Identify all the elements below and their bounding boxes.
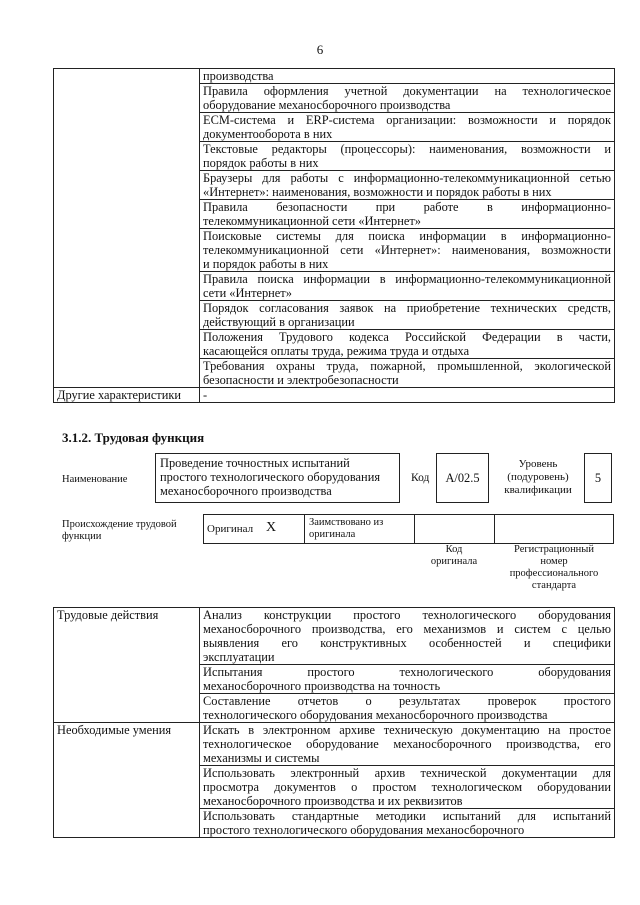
row-line: производства <box>203 69 274 83</box>
borrowed-label-line: Заимствовано из <box>309 517 384 528</box>
function-name-line: простого технологического оборудования <box>160 470 381 484</box>
row-line: Составление отчетов о результатах проверок простого <box>203 694 611 708</box>
caption-line: оригинала <box>430 556 478 567</box>
origin-label-line: функции <box>62 531 102 542</box>
function-code-box: А/02.5 <box>436 453 489 503</box>
row-line: и порядок работы в них <box>203 257 329 271</box>
row-content <box>200 809 615 838</box>
row-line: «Интернет»: наименования, возможности и порядок работы в них <box>203 185 552 199</box>
row-line: Использовать стандартные методики испытаний для испытаний <box>203 809 611 823</box>
row-line: Искать в электронном архиве техническую документацию на простое <box>203 723 611 737</box>
row-line: эксплуатации <box>203 650 275 664</box>
page-number: 6 <box>316 42 324 57</box>
actions-skills-table <box>53 607 615 838</box>
row-content <box>200 359 615 388</box>
row-content <box>200 229 615 272</box>
row-content <box>200 694 615 723</box>
level-label-line: Уровень <box>518 458 558 470</box>
row-content <box>200 766 615 809</box>
row-line: простого технологического оборудования механосборочного <box>203 823 525 837</box>
row-content <box>200 69 615 84</box>
row-line: безопасности и электробезопасности <box>203 373 399 387</box>
qualification-level-box: 5 <box>584 453 612 503</box>
row-line: технологическое оборудование механосборочного производства, его <box>203 737 611 751</box>
row-content <box>200 113 615 142</box>
level-label-line: квалификации <box>504 484 572 496</box>
divider <box>304 514 305 544</box>
row-line: телекоммуникационной сети «Интернет» <box>203 214 421 228</box>
row-content <box>200 171 615 200</box>
row-content <box>200 301 615 330</box>
row-line: механизмы и системы <box>203 751 320 765</box>
row-label: Трудовые действия <box>54 608 200 723</box>
section-title: 3.1.2. Трудовая функция <box>62 430 205 445</box>
row-line: - <box>203 388 208 402</box>
caption-line: стандарта <box>531 580 577 591</box>
caption-line: номер <box>540 556 568 567</box>
origin-table <box>203 514 614 544</box>
row-content <box>200 84 615 113</box>
row-line: касающейся оплаты труда, режима труда и отдыха <box>203 344 470 358</box>
original-label: Оригинал <box>207 523 254 535</box>
row-content <box>200 330 615 359</box>
level-label <box>498 458 578 497</box>
row-line: сети «Интернет» <box>203 286 292 300</box>
row-line: Текстовые редакторы (процессоры): наименования, возможности и <box>203 142 611 156</box>
row-line: телекоммуникационной сети «Интернет»: наименования, возможности <box>203 243 611 257</box>
row-line: механосборочного производства и их реквизитов <box>203 794 463 808</box>
row-label <box>54 69 200 388</box>
row-content <box>200 665 615 694</box>
row-line: оборудование механосборочного производства <box>203 98 451 112</box>
caption-line: Код <box>445 544 463 555</box>
divider <box>414 514 415 544</box>
row-line: механосборочного производства на точность <box>203 679 441 693</box>
row-label: Необходимые умения <box>54 723 200 838</box>
function-name-line: Проведение точностных испытаний <box>160 456 350 470</box>
row-line: технологического оборудования механосборочного производства <box>203 708 548 722</box>
caption-line: профессионального <box>509 568 599 579</box>
row-content <box>200 388 615 403</box>
row-line: просмотра документов о простом технологическом оборудовании <box>203 780 611 794</box>
row-label: Другие характеристики <box>54 388 200 403</box>
name-label: Наименование <box>62 474 128 485</box>
row-line: Браузеры для работы с информационно-телекоммуникационной сетью <box>203 171 611 185</box>
row-line: порядок работы в них <box>203 156 319 170</box>
row-line: Положения Трудового кодекса Российской Федерации в части, <box>203 330 611 344</box>
row-content <box>200 142 615 171</box>
row-line: Поисковые системы для поиска информации в информационно- <box>203 229 611 243</box>
row-line: документооборота в них <box>203 127 333 141</box>
borrowed-label-line: оригинала <box>309 529 356 540</box>
table-row <box>54 388 615 403</box>
row-line: выявления его конструктивных особенностей и специфики <box>203 636 611 650</box>
row-content <box>200 272 615 301</box>
code-original-caption <box>414 544 494 568</box>
row-line: Порядок согласования заявок на приобретение технических средств, <box>203 301 611 315</box>
row-content <box>200 608 615 665</box>
row-content <box>200 200 615 229</box>
row-line: Правила оформления учетной документации на технологическое <box>203 84 611 98</box>
row-line: Анализ конструкции простого технологического оборудования <box>203 608 611 622</box>
registration-number-caption <box>494 544 614 592</box>
function-name-box <box>155 453 400 503</box>
row-line: Испытания простого технологического оборудования <box>203 665 611 679</box>
knowledge-table <box>53 68 615 403</box>
table-row <box>54 69 615 84</box>
divider <box>494 514 495 544</box>
code-label: Код <box>411 472 430 484</box>
borrowed-label <box>309 517 383 541</box>
level-label-line: (подуровень) <box>507 471 569 483</box>
row-line: Правила поиска информации в информационно-телекоммуникационной <box>203 272 611 286</box>
table-row <box>54 723 615 766</box>
origin-label-line: Происхождение трудовой <box>62 519 177 530</box>
row-line: механосборочного производства, его механизмов и систем с целью <box>203 622 611 636</box>
origin-label <box>62 519 177 543</box>
row-line: Использовать электронный архив технической документации для <box>203 766 611 780</box>
row-line: действующий в организации <box>203 315 355 329</box>
row-content <box>200 723 615 766</box>
row-line: Правила безопасности при работе в информационно- <box>203 200 611 214</box>
row-line: Требования охраны труда, пожарной, промышленной, экологической <box>203 359 611 373</box>
caption-line: Регистрационный <box>514 544 594 555</box>
function-name-line: механосборочного производства <box>160 484 332 498</box>
table-row <box>54 608 615 665</box>
row-line: ЕСМ-система и ERP-система организации: возможности и порядок <box>203 113 611 127</box>
original-mark: X <box>266 520 277 535</box>
